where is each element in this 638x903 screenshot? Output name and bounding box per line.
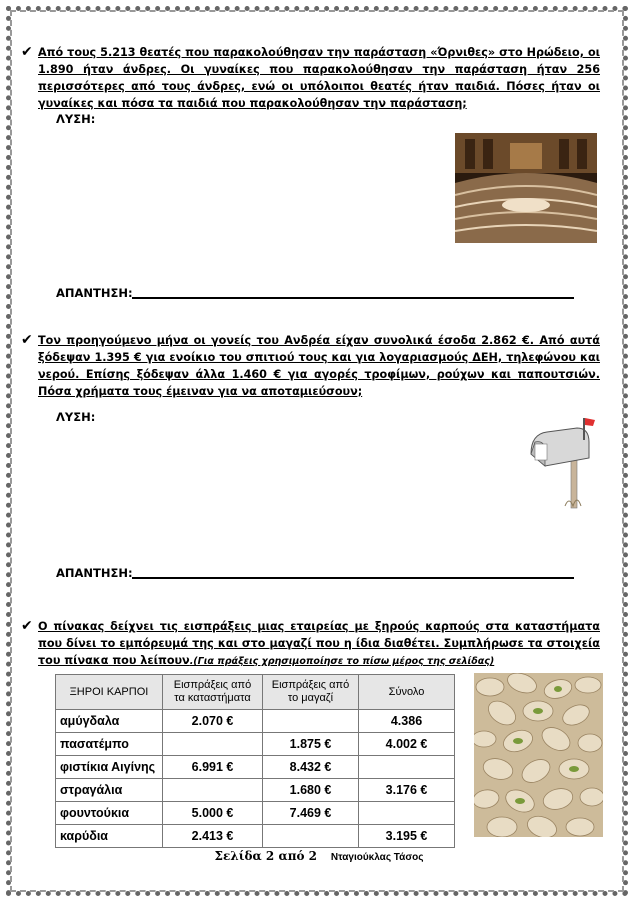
table-row [56, 756, 455, 779]
mailbox-icon [525, 414, 603, 510]
table-cell: 2.413 € [163, 825, 263, 848]
problem-1-answer-line[interactable] [132, 297, 574, 299]
table-cell: 5.000 € [163, 802, 263, 825]
table-cell[interactable] [163, 779, 263, 802]
table-cell: 4.386 [359, 710, 455, 733]
check-icon: ✔ [21, 332, 33, 348]
table-header: Εισπράξεις από τα καταστήματα [163, 675, 263, 710]
table-cell[interactable] [359, 756, 455, 779]
problem-2-answer-line[interactable] [132, 577, 574, 579]
table-header-row [56, 675, 455, 710]
problem-1-text: Από τους 5.213 θεατές που παρακολούθησαν την παράσταση «Όρνιθες» στο Ηρώδειο, οι 1.890 ήταν άνδρες. Οι γυναίκες που παρακολούθησαν την παράσταση ήταν 256 περισσότερες από τους άνδρες, ενώ οι υπόλοιποι θεατές ήταν παιδιά. Πόσες ήταν οι γυναίκες και πόσα τα παιδιά που παρακολούθησαν την παράσταση; [38, 46, 600, 110]
table-cell: 4.002 € [359, 733, 455, 756]
table-row [56, 825, 455, 848]
table-header: Εισπράξεις από το μαγαζί [263, 675, 359, 710]
table-header: ΞΗΡΟΙ ΚΑΡΠΟΙ [56, 675, 163, 710]
table-cell: πασατέμπο [56, 733, 163, 756]
problem-3-text [38, 618, 600, 670]
problem-1-solution-label: ΛΥΣΗ: [56, 112, 96, 126]
table-cell[interactable] [359, 802, 455, 825]
theater-photo [455, 133, 597, 243]
table-cell: 6.991 € [163, 756, 263, 779]
table-cell: 8.432 € [263, 756, 359, 779]
table-cell: 3.195 € [359, 825, 455, 848]
revenue-table [55, 674, 455, 848]
page-footer [0, 849, 638, 863]
table-cell[interactable] [163, 733, 263, 756]
table-cell: 1.680 € [263, 779, 359, 802]
table-cell: φιστίκια Αιγίνης [56, 756, 163, 779]
table-header: Σύνολο [359, 675, 455, 710]
table-row [56, 710, 455, 733]
check-icon: ✔ [21, 618, 33, 634]
table-cell: 3.176 € [359, 779, 455, 802]
table-cell: 7.469 € [263, 802, 359, 825]
table-cell[interactable] [263, 825, 359, 848]
problem-2-answer-label: ΑΠΑΝΤΗΣΗ: [56, 566, 133, 580]
table-cell: αμύγδαλα [56, 710, 163, 733]
check-icon: ✔ [21, 44, 33, 60]
table-cell[interactable] [263, 710, 359, 733]
problem-1-answer-label: ΑΠΑΝΤΗΣΗ: [56, 286, 133, 300]
table-cell: 1.875 € [263, 733, 359, 756]
problem-3-main-text: Ο πίνακας δείχνει τις εισπράξεις μιας εταιρείας με ξηρούς καρπούς στα καταστήματα που δίνει το εμπόρευμά της και στο μαγαζί που η ίδια διαθέτει. Συμπλήρωσε τα στοιχεία του πίνακα που λείπουν [38, 620, 600, 667]
author-name: Νταγιούκλας Τάσος [330, 852, 424, 863]
table-cell: 2.070 € [163, 710, 263, 733]
problem-2-solution-label: ΛΥΣΗ: [56, 410, 96, 424]
table-row [56, 779, 455, 802]
pistachios-photo [474, 673, 603, 837]
page-number: Σελίδα 2 από 2 [214, 849, 318, 863]
problem-2-text: Τον προηγούμενο μήνα οι γονείς του Ανδρέα είχαν συνολικά έσοδα 2.862 €. Από αυτά ξόδεψαν 1.395 € για ενοίκιο του σπιτιού τους και για λογαριασμούς ΔΕΗ, τηλεφώνου και νερού. Επίσης ξόδεψαν άλλα 1.460 € για αγορές τροφίμων, ρούχων και παπουτσιών. Πόσα χρήματα τους έμειναν για να αποταμιεύσουν; [38, 334, 600, 398]
table-row [56, 733, 455, 756]
table-cell: καρύδια [56, 825, 163, 848]
table-cell: φουντούκια [56, 802, 163, 825]
table-cell: στραγάλια [56, 779, 163, 802]
problem-3-note: .(Για πράξεις χρησιμοποίησε το πίσω μέρος της σελίδας) [189, 656, 495, 667]
table-row [56, 802, 455, 825]
